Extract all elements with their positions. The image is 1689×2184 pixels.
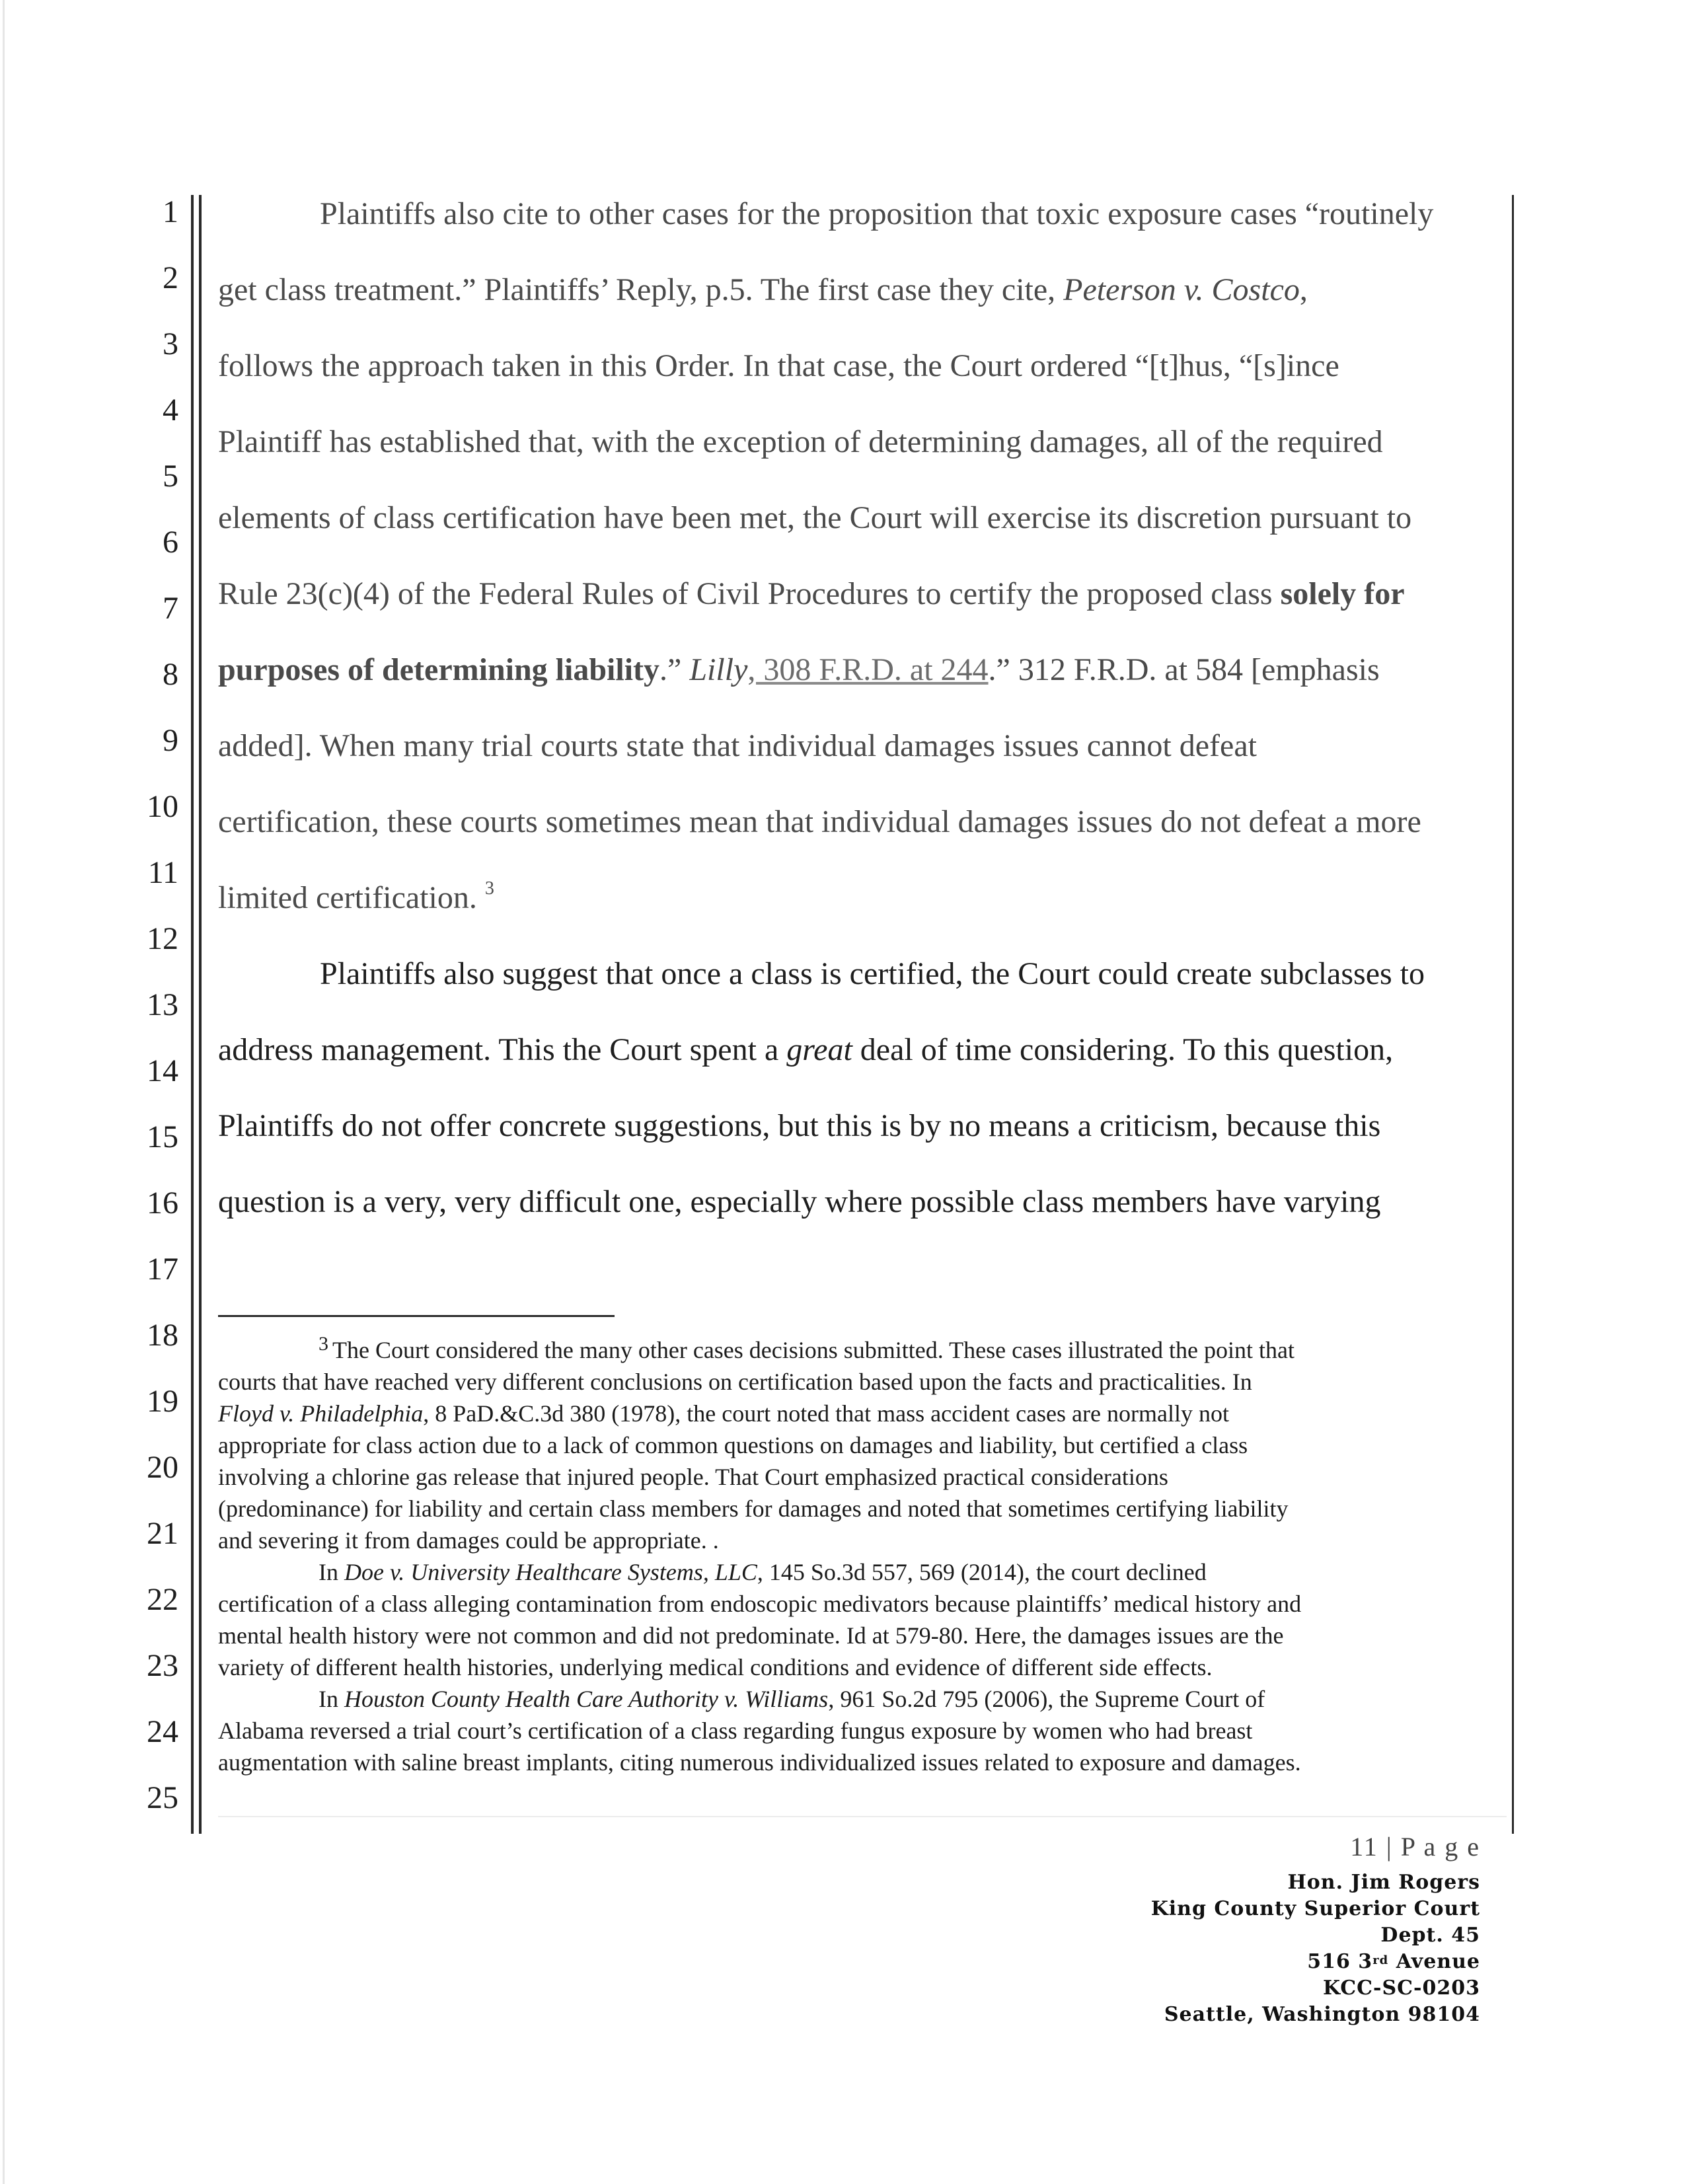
footnote-divider <box>218 1315 615 1317</box>
department: Dept. 45 <box>1380 1924 1480 1947</box>
line-number: 17 <box>147 1252 178 1287</box>
footnote-text-run: , 8 PaD.&C.3d 380 (1978), the court noted that mass accident cases are normally not <box>423 1400 1229 1427</box>
body-text-run: limited certification. <box>218 880 485 915</box>
footnote-line: augmentation with saline breast implants, citing numerous individualized issues related to exposure and damages. <box>218 1749 1301 1776</box>
body-text-run: deal of time considering. To this question, <box>852 1032 1394 1067</box>
line-number: 13 <box>147 987 178 1022</box>
line-number: 15 <box>147 1119 178 1154</box>
footnote-line: certification of a class alleging contamination from endoscopic medivators because plaintiffs’ medical history and <box>218 1591 1302 1617</box>
body-line <box>218 578 1405 610</box>
street-address <box>1151 1949 1480 1975</box>
case-citation: Houston County Health Care Authority v. Williams <box>344 1686 829 1712</box>
line-number: 21 <box>147 1516 178 1551</box>
line-number: 8 <box>163 657 178 692</box>
line-number: 14 <box>147 1053 178 1088</box>
line-number: 9 <box>163 723 178 758</box>
emphasis-bold: solely for <box>1280 576 1405 611</box>
address-street: Avenue <box>1388 1950 1480 1973</box>
footnote-line: Alabama reversed a trial court’s certification of a class regarding fungus exposure by women who had breast <box>218 1717 1253 1744</box>
footnote-line: appropriate for class action due to a lack of common questions on damages and liability, but certified a class <box>218 1432 1248 1458</box>
body-line: elements of class certification have been met, the Court will exercise its discretion pursuant to <box>218 500 1412 535</box>
emphasis-italic: great <box>786 1032 852 1067</box>
line-number: 2 <box>163 260 178 295</box>
line-number: 4 <box>163 393 178 428</box>
footnote-marker: 3 <box>319 1333 328 1355</box>
line-number: 20 <box>147 1450 178 1485</box>
footnote-line <box>319 1560 1207 1584</box>
footnote-line: variety of different health histories, underlying medical conditions and evidence of different side effects. <box>218 1654 1213 1680</box>
line-numbers <box>0 0 178 2184</box>
body-line: Plaintiffs also cite to other cases for the proposition that toxic exposure cases “routinely <box>320 196 1434 231</box>
line-number: 10 <box>147 789 178 824</box>
footnote-line <box>319 1687 1265 1711</box>
body-text-run: .” <box>659 652 690 687</box>
body-line: follows the approach taken in this Order. In that case, the Court ordered “[t]hus, “[s]ince <box>218 348 1339 383</box>
body-line: Plaintiffs do not offer concrete suggestions, but this is by no means a criticism, because this <box>218 1108 1381 1143</box>
line-number: 1 <box>163 194 178 229</box>
left-margin-rule-inner <box>199 195 202 1834</box>
footnote-text-run: , 145 So.3d 557, 569 (2014), the court declined <box>757 1559 1207 1585</box>
footnote-line <box>218 1402 1229 1425</box>
line-number: 5 <box>163 459 178 494</box>
case-citation: Doe v. University Healthcare Systems, LLC <box>344 1559 757 1585</box>
emphasis-bold: purposes of determining liability <box>218 652 660 687</box>
line-number: 3 <box>163 326 178 361</box>
case-citation: Lilly <box>689 652 748 687</box>
footnote-line: courts that have reached very different conclusions on certification based upon the facts and practicalities. In <box>218 1369 1252 1395</box>
footnote-text-run: In <box>319 1686 344 1712</box>
line-number: 7 <box>163 591 178 626</box>
body-line: certification, these courts sometimes mean that individual damages issues do not defeat a more <box>218 804 1421 839</box>
line-number: 24 <box>147 1714 178 1749</box>
line-number: 16 <box>147 1186 178 1221</box>
bottom-rule <box>218 1816 1507 1817</box>
footnote-line: and severing it from damages could be appropriate. . <box>218 1527 719 1554</box>
body-line <box>218 1034 1393 1066</box>
footnote-text-run: The Court considered the many other cases decisions submitted. These cases illustrated the point that <box>332 1337 1295 1363</box>
court-name: King County Superior Court <box>1150 1897 1480 1920</box>
line-number: 12 <box>147 921 178 956</box>
footnote-line: (predominance) for liability and certain class members for damages and noted that sometimes certifying liability <box>218 1495 1289 1522</box>
body-line: Plaintiffs also suggest that once a class is certified, the Court could create subclasses to <box>320 956 1425 991</box>
body-line <box>218 878 494 915</box>
citation-link[interactable]: , 308 F.R.D. at 244 <box>747 652 989 687</box>
left-margin-rule <box>191 195 194 1834</box>
footnote-reference[interactable]: 3 <box>484 878 494 899</box>
body-line <box>218 274 1308 306</box>
case-citation: Peterson v. Costco <box>1063 272 1300 307</box>
page-number: 11 | P a g e <box>1350 1832 1480 1862</box>
footer <box>1151 1834 1480 2028</box>
line-number: 25 <box>147 1780 178 1815</box>
body-line: Plaintiff has established that, with the exception of determining damages, all of the required <box>218 424 1383 459</box>
address-ordinal: rd <box>1372 1953 1389 1967</box>
body-text-run: get class treatment.” Plaintiffs’ Reply, p.5. The first case they cite, <box>218 272 1064 307</box>
line-number: 22 <box>147 1582 178 1617</box>
body-text-run: , <box>1299 272 1308 307</box>
footnote-line: involving a chlorine gas release that injured people. That Court emphasized practical considerations <box>218 1464 1168 1490</box>
judge-name: Hon. Jim Rogers <box>1287 1871 1480 1894</box>
body-line: added]. When many trial courts state that individual damages issues cannot defeat <box>218 728 1257 763</box>
line-number: 23 <box>147 1648 178 1683</box>
footnote-text-run: , 961 So.2d 795 (2006), the Supreme Court of <box>828 1686 1265 1712</box>
line-number: 18 <box>147 1318 178 1353</box>
footnote-text-run: In <box>319 1559 344 1585</box>
body-text-run: Rule 23(c)(4) of the Federal Rules of Civil Procedures to certify the proposed class <box>218 576 1281 611</box>
body-text-run: address management. This the Court spent a <box>218 1032 787 1067</box>
line-number: 11 <box>147 855 178 890</box>
case-citation: Floyd v. Philadelphia <box>218 1400 424 1427</box>
body-line <box>218 654 1380 686</box>
city-state-zip: Seattle, Washington 98104 <box>1164 2003 1480 2026</box>
body-text-run: .” 312 F.R.D. at 584 [emphasis <box>988 652 1380 687</box>
address-number: 516 3 <box>1307 1950 1373 1973</box>
line-number: 6 <box>163 525 178 560</box>
body-line: question is a very, very difficult one, especially where possible class members have varying <box>218 1184 1381 1219</box>
line-number: 19 <box>147 1384 178 1419</box>
footnote-line: mental health history were not common and did not predominate. Id at 579-80. Here, the damages issues are the <box>218 1622 1284 1649</box>
room-number: KCC-SC-0203 <box>1323 1977 1480 2000</box>
right-margin-rule <box>1512 195 1514 1834</box>
footnote-line <box>319 1333 1295 1363</box>
